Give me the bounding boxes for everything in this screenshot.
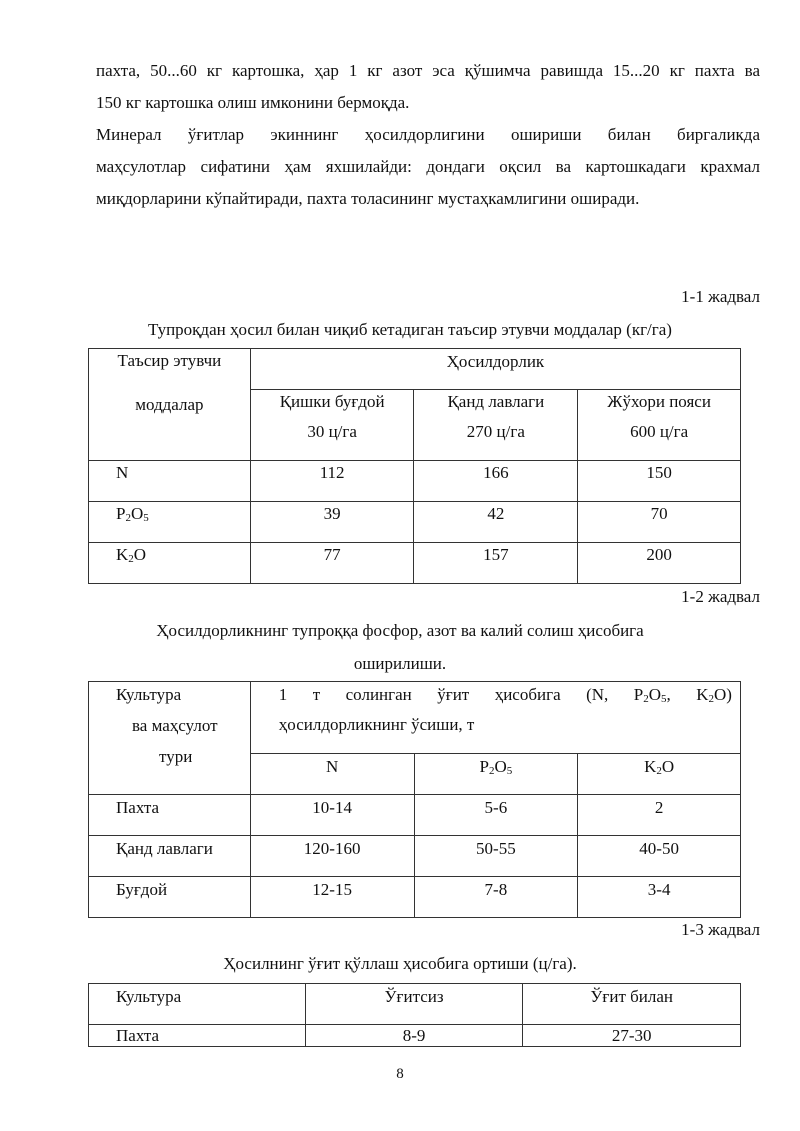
table-row — [89, 836, 741, 877]
substance-symbol: P — [116, 504, 126, 523]
table-row — [89, 502, 741, 543]
value-cell: 7-8 — [414, 877, 578, 918]
value-cell: 3-4 — [578, 877, 741, 918]
symbol: K — [696, 685, 709, 704]
table2-title-line1: Ҳосилдорликнинг тупроққа фосфор, азот ва калий солиш ҳисобига — [156, 621, 644, 640]
table-row — [89, 543, 741, 584]
crop-cell: Пахта — [89, 1025, 306, 1047]
symbol: O — [648, 685, 662, 704]
subscript: 5 — [661, 693, 667, 705]
value-cell: 12-15 — [250, 877, 414, 918]
value-cell: 50-55 — [414, 836, 578, 877]
crop-name: Қанд лавлаги — [447, 392, 545, 411]
value-cell: 39 — [250, 502, 414, 543]
table1-header-crop — [578, 390, 741, 461]
header-word: солинган — [345, 685, 412, 704]
table1-header-yield: Ҳосилдорлик — [250, 349, 740, 390]
crop-name: Жўхори пояси — [607, 392, 711, 411]
subscript: 2 — [708, 693, 715, 705]
value-cell: 8-9 — [305, 1025, 523, 1047]
table2-label: 1-2 жадвал — [681, 587, 760, 606]
table3-title: Ҳосилнинг ўғит қўллаш ҳисобига ортиши (ц/га). — [223, 954, 577, 973]
symbol: P — [479, 757, 489, 776]
value-cell: 5-6 — [414, 795, 578, 836]
value-cell: 150 — [578, 461, 741, 502]
table2 — [88, 681, 741, 918]
substance-cell — [89, 543, 251, 584]
value-cell: 10-14 — [250, 795, 414, 836]
table2-header-n: N — [250, 754, 414, 795]
value-cell: 27-30 — [523, 1025, 741, 1047]
substance-cell — [89, 461, 251, 502]
table1-title: Тупроқдан ҳосил билан чиқиб кетадиган таъсир этувчи моддалар (кг/га) — [148, 320, 672, 339]
table3-label: 1-3 жадвал — [681, 920, 760, 939]
symbol: O — [494, 757, 507, 776]
value-cell: 112 — [250, 461, 414, 502]
table3-header-culture: Культура — [89, 984, 306, 1025]
page-number: 8 — [396, 1066, 404, 1082]
header-word: ҳисобига — [494, 685, 561, 704]
header-word — [696, 685, 732, 705]
crop-cell: Пахта — [89, 795, 251, 836]
crop-yield: 600 ц/га — [630, 422, 689, 441]
subscript: 2 — [488, 765, 495, 777]
subscript: 5 — [143, 512, 149, 524]
subscript: 2 — [128, 553, 134, 565]
crop-yield: 270 ц/га — [466, 422, 525, 441]
header-word: 1 — [278, 685, 288, 704]
symbol: O) — [714, 685, 732, 704]
crop-yield: 30 ц/га — [307, 422, 357, 441]
header-word: ўғит — [437, 685, 470, 704]
header-text: моддалар — [135, 395, 204, 414]
text-line: пахта, 50...60 кг картошка, ҳар 1 кг азот эса қўшимча равишда 15...20 кг пахта ва — [96, 61, 760, 80]
text-line: миқдорларини кўпайтиради, пахта толасининг мустаҳкамлигини оширади. — [96, 189, 640, 208]
header-word: (N, — [586, 685, 609, 704]
header-text: ва маҳсулот — [132, 716, 218, 735]
table1-header-crop — [250, 390, 414, 461]
header-line: ҳосилдорликнинг ўсиши, т — [278, 715, 475, 734]
header-text: Культура — [116, 685, 182, 704]
text-line: маҳсулотлар сифатини ҳам яхшилайди: дондаги оқсил ва картошкадаги крахмал — [96, 157, 760, 176]
table2-header-culture — [89, 682, 251, 795]
header-line — [279, 685, 732, 705]
crop-cell: Қанд лавлаги — [89, 836, 251, 877]
table1-header-crop — [414, 390, 578, 461]
value-cell: 120-160 — [250, 836, 414, 877]
paragraph-continuation — [96, 55, 760, 119]
crop-name: Қишки буғдой — [279, 392, 385, 411]
paragraph-mineral-fertilizers — [96, 119, 760, 215]
text-line: Минерал ўғитлар экиннинг ҳосилдорлигини ошириши билан биргаликда — [96, 125, 760, 144]
value-cell: 70 — [578, 502, 741, 543]
table1 — [88, 348, 741, 584]
table1-label: 1-1 жадвал — [681, 287, 760, 306]
symbol: K — [644, 757, 657, 776]
header-text: Таъсир этувчи — [117, 351, 222, 370]
table3 — [88, 983, 741, 1047]
subscript: 2 — [656, 765, 662, 777]
table1-header-substance — [89, 349, 251, 461]
value-cell: 2 — [578, 795, 741, 836]
table2-header-k2o — [578, 754, 741, 795]
table-row — [89, 461, 741, 502]
value-cell: 40-50 — [578, 836, 741, 877]
subscript: 2 — [125, 512, 131, 524]
subscript: 5 — [506, 765, 513, 777]
substance-symbol: K — [116, 545, 129, 564]
substance-symbol: O — [133, 545, 147, 564]
symbol: P — [633, 685, 644, 704]
header-word — [634, 685, 671, 705]
table-row — [89, 877, 741, 918]
value-cell: 77 — [250, 543, 414, 584]
header-word: т — [312, 685, 321, 704]
symbol: O — [661, 757, 675, 776]
text-line: 150 кг картошка олиш имконини бермоқда. — [96, 93, 410, 112]
substance-cell — [89, 502, 251, 543]
table2-header-p2o5 — [414, 754, 578, 795]
substance-symbol: N — [116, 463, 129, 482]
table-row — [89, 795, 741, 836]
value-cell: 200 — [578, 543, 741, 584]
header-text: тури — [159, 747, 193, 766]
table3-header-without-fertilizer: Ўғитсиз — [305, 984, 523, 1025]
symbol: , — [666, 685, 671, 704]
table2-header-yield-increase — [250, 682, 740, 754]
value-cell: 166 — [414, 461, 578, 502]
value-cell: 42 — [414, 502, 578, 543]
substance-symbol: O — [130, 504, 144, 523]
table2-title-line2: оширилиши. — [353, 654, 447, 673]
table-row — [89, 1025, 741, 1047]
value-cell: 157 — [414, 543, 578, 584]
subscript: 2 — [643, 693, 649, 705]
crop-cell: Буғдой — [89, 877, 251, 918]
table3-header-with-fertilizer: Ўғит билан — [523, 984, 741, 1025]
